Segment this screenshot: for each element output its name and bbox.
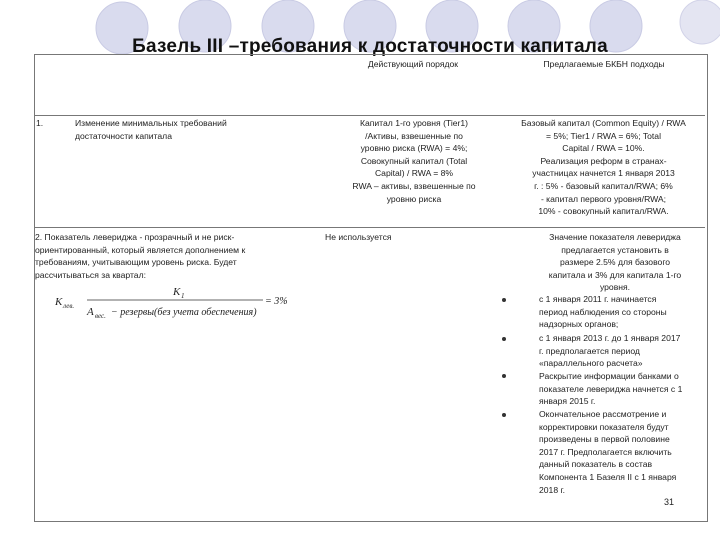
- row2-bullet: с 1 января 2013 г. до 1 января 2017 г. предполагается период «параллельного расчета»: [539, 333, 681, 369]
- svg-text:K: K: [55, 296, 63, 308]
- svg-text:A: A: [87, 306, 94, 318]
- row2-divider: [35, 227, 705, 228]
- row1-proposed: Базовый капитал (Common Equity) / RWA = 5%; Tier1 / RWA = 6%; Total Capital / RWA = 10%. Реализация реформ в странах- участницах начнется 1 января 2013 г. : 5% - базовый капитал/RWA; 6% - капитал первого уровня/RWA; 10% - совокупный капитал/RWA.: [521, 118, 686, 217]
- svg-text:− резервы(без учета обеспечени: − резервы(без учета обеспечения): [111, 307, 257, 318]
- bullet-dot: [502, 298, 506, 302]
- row2-bullet: Окончательное рассмотрение и корректировки показателя будут произведены в первой половине 2017 г. Предполагается включить данный показатель в состав Компонента 1 Базеля II с 1 января 2018 г.: [539, 409, 677, 495]
- row2-bullet: Раскрытие информации банками о показателе левериджа начнется с 1 января 2015 г.: [539, 371, 683, 407]
- leverage-formula: [55, 283, 300, 323]
- row1-current: Капитал 1-го уровня (Tier1) /Активы, взвешенные по уровню риска (RWA) = 4%; Совокупный капитал (Total Capital) / RWA = 8% RWA – активы, взвешенные по уровню риска: [352, 118, 476, 204]
- bullet-dot: [502, 413, 506, 417]
- row1-name: Изменение минимальных требований достаточности капитала: [75, 118, 227, 141]
- row2-bullet: с 1 января 2011 г. начинается период наблюдения со стороны надзорных органов;: [539, 294, 667, 330]
- header-current: Действующий порядок: [367, 59, 459, 69]
- svg-text:K: K: [173, 286, 181, 298]
- svg-text:= 3%: = 3%: [265, 296, 288, 307]
- page-number: 31: [664, 497, 675, 507]
- svg-text:лев.: лев.: [63, 302, 75, 310]
- header-proposed: Предлагаемые БКБН подходы: [543, 59, 665, 69]
- svg-text:вес.: вес.: [95, 312, 106, 320]
- row1-divider: [35, 115, 705, 116]
- slide-title: Базель III –требования к достаточности капитала: [132, 36, 608, 57]
- row2-name: 2. Показатель левериджа - прозрачный и не риск- ориентированный, который является дополнением к требованиям, учитывающим уровень риска. Будет рассчитываться за квартал:: [35, 232, 246, 280]
- row1-number: 1.: [36, 118, 44, 128]
- row2-proposed-intro: Значение показателя левериджа предлагается установить в размере 2.5% для базового капитала и 3% для капитала 1-го уровня.: [548, 232, 682, 293]
- row2-current: Не используется: [325, 232, 392, 242]
- svg-text:1: 1: [181, 292, 185, 300]
- bullet-dot: [502, 374, 506, 378]
- bullet-dot: [502, 337, 506, 341]
